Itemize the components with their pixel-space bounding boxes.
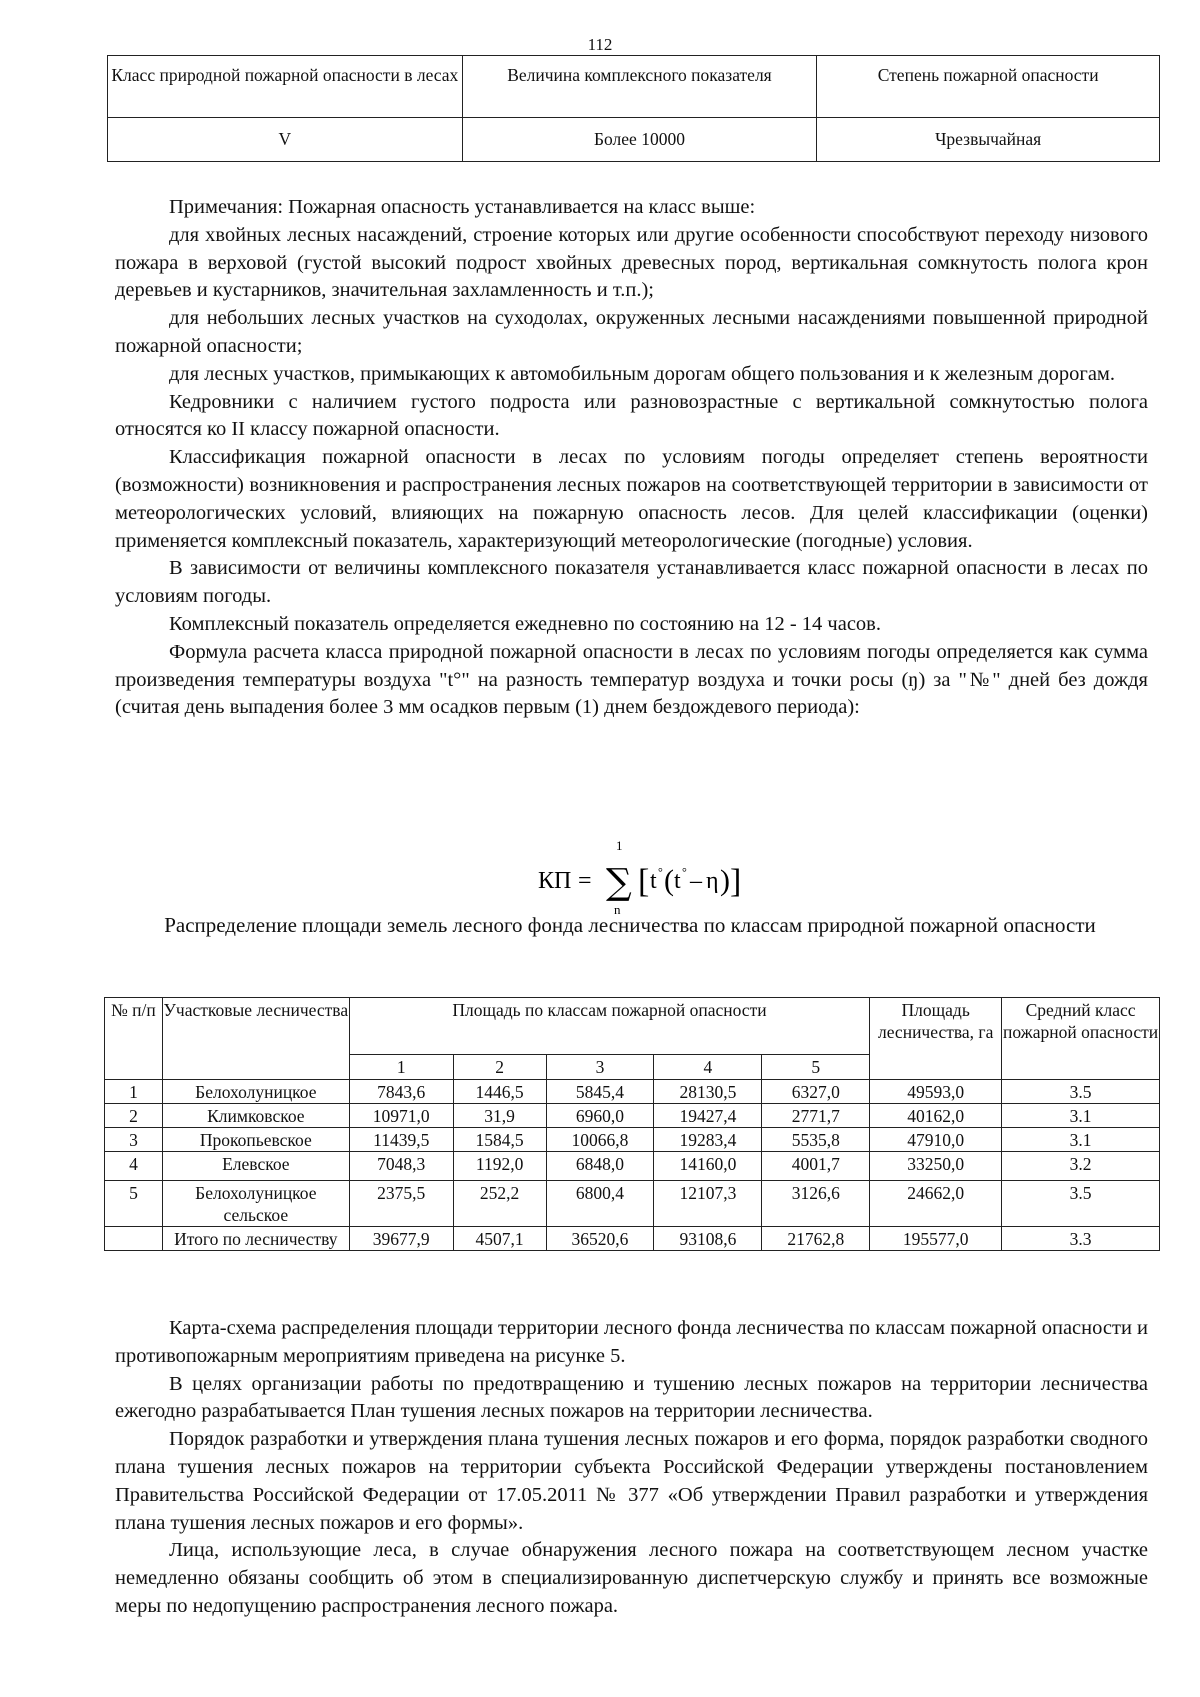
- class-table-header-cell: Степень пожарной опасности: [817, 56, 1160, 118]
- formula-eta: η: [706, 868, 719, 894]
- cell-class: 6848,0: [546, 1152, 654, 1181]
- paragraph: Карта-схема распределения площади территории лесного фонда лесничества по классам пожарной опасности и противопожарным мероприятиям приведена на рисунке 5.: [115, 1317, 1149, 1367]
- cell-num: 3: [105, 1128, 163, 1152]
- cell-class: 31,9: [453, 1104, 546, 1128]
- table-row: [105, 1080, 1160, 1104]
- cell-class: 19427,4: [654, 1104, 762, 1128]
- cell-class: 7048,3: [349, 1152, 453, 1181]
- cell-class: 14160,0: [654, 1152, 762, 1181]
- formula-lhs: КП: [538, 868, 572, 894]
- formula-degree-2: °: [682, 865, 687, 879]
- cell-name: Итого по лесничеству: [162, 1227, 349, 1251]
- cell-avg: 3.1: [1002, 1104, 1160, 1128]
- cell-class: 11439,5: [349, 1128, 453, 1152]
- formula-bracket-close: ]: [730, 863, 742, 900]
- cell-class: 252,2: [453, 1181, 546, 1227]
- forestry-table-header: [105, 998, 1160, 1055]
- class-table-header-cell: Величина комплексного показателя: [462, 56, 817, 118]
- cell-class: 5535,8: [762, 1128, 870, 1152]
- cell-class: 1446,5: [453, 1080, 546, 1104]
- cell-class: 2771,7: [762, 1104, 870, 1128]
- formula-sum-sign: ∑: [606, 862, 632, 903]
- paragraph: В зависимости от величины комплексного показателя устанавливается класс пожарной опасности в лесах по условиям погоды.: [115, 557, 1148, 608]
- cell-num: 5: [105, 1181, 163, 1227]
- paragraph: Формула расчета класса природной пожарной опасности в лесах по условиям погоды определяется как сумма произведения температуры воздуха "t°" на разность температур воздуха и точки росы (ŋ) за "№" дней без дождя (считая день выпадения более 3 мм осадков первым (1) днем бездождевого периода):: [115, 640, 1148, 719]
- cell-class: 39677,9: [349, 1227, 453, 1251]
- cell-area: 49593,0: [870, 1080, 1002, 1104]
- cell-class: 6800,4: [546, 1181, 654, 1227]
- paragraph: для лесных участков, примыкающих к автомобильным дорогам общего пользования и к железным дорогам.: [169, 362, 1116, 385]
- header-class: 2: [453, 1055, 546, 1080]
- cell-class: 28130,5: [654, 1080, 762, 1104]
- cell-class: 6960,0: [546, 1104, 654, 1128]
- cell-class: 6327,0: [762, 1080, 870, 1104]
- table-row: [105, 1152, 1160, 1181]
- paragraph: для хвойных лесных насаждений, строение которых или другие особенности способствуют переходу низового пожара в верховой (густой высокий подрост хвойных древесных пород, вертикальная сомкнутость полога крон деревьев и кустарников, значительная захламленность и т.п.);: [115, 223, 1148, 302]
- cell-class: 4507,1: [453, 1227, 546, 1251]
- cell-class: 19283,4: [654, 1128, 762, 1152]
- paragraph: Примечания: Пожарная опасность устанавливается на класс выше:: [169, 196, 756, 218]
- notes-text-block: [115, 194, 1148, 722]
- formula-upper-limit: 1: [616, 838, 623, 853]
- table-caption: Распределение площади земель лесного фонда лесничества по классам природной пожарной опасности: [164, 913, 1096, 937]
- formula-bracket-open: [: [638, 863, 650, 900]
- paragraph: Порядок разработки и утверждения плана тушения лесных пожаров и его форма, порядок разработки сводного плана тушения лесных пожаров на территории субъекта Российской Федерации утверждены постановлением Правительства Российской Федерации от 17.05.2011 № 377 «Об утверждении Правил разработки и утверждения плана тушения лесных пожаров и его формы».: [115, 1428, 1148, 1534]
- cell-class: 12107,3: [654, 1181, 762, 1227]
- cell-class: 2375,5: [349, 1181, 453, 1227]
- paragraph: В целях организации работы по предотвращению и тушению лесных пожаров на территории лесничества ежегодно разрабатывается План тушения лесных пожаров на территории лесничества.: [115, 1372, 1148, 1423]
- paragraph: Кедровники с наличием густого подроста или разновозрастные с вертикальной сомкнутостью полога относятся ко II классу пожарной опасности.: [115, 390, 1148, 441]
- class-table-cell: V: [108, 118, 463, 162]
- formula-t2: t: [674, 868, 681, 894]
- class-table-row: [108, 118, 1160, 162]
- header-num: № п/п: [105, 998, 163, 1080]
- cell-area: 195577,0: [870, 1227, 1002, 1251]
- header-avg: Средний класс пожарной опасности: [1002, 998, 1160, 1080]
- class-table-cell: Более 10000: [462, 118, 817, 162]
- cell-class: 5845,4: [546, 1080, 654, 1104]
- formula-t1: t: [650, 868, 657, 894]
- cell-avg: 3.5: [1002, 1080, 1160, 1104]
- page-number: 112: [587, 35, 613, 54]
- formula-paren-open: (: [664, 864, 674, 897]
- cell-class: 36520,6: [546, 1227, 654, 1251]
- cell-num: 2: [105, 1104, 163, 1128]
- cell-num: 4: [105, 1152, 163, 1181]
- header-class: 3: [546, 1055, 654, 1080]
- cell-area: 40162,0: [870, 1104, 1002, 1128]
- cell-num: 1: [105, 1080, 163, 1104]
- cell-name: Елевское: [162, 1152, 349, 1181]
- cell-class: 21762,8: [762, 1227, 870, 1251]
- formula-degree-1: °: [658, 865, 663, 879]
- table-row: [105, 1181, 1160, 1227]
- table-total-row: [105, 1227, 1160, 1251]
- cell-class: 1584,5: [453, 1128, 546, 1152]
- class-table: [107, 55, 1160, 162]
- paragraph: Классификация пожарной опасности в лесах по условиям погоды определяет степень вероятности (возможности) возникновения и распространения лесных пожаров на соответствующей территории в зависимости от метеорологических условий, влияющих на пожарную опасность лесов. Для целей классификации (оценки) применяется комплексный показатель, характеризующий метеорологические (погодные) условия.: [115, 446, 1148, 552]
- header-class: 5: [762, 1055, 870, 1080]
- cell-area: 47910,0: [870, 1128, 1002, 1152]
- cell-name: Прокопьевское: [162, 1128, 349, 1152]
- class-table-header-cell: Класс природной пожарной опасности в лесах: [108, 56, 463, 118]
- formula-lower-limit: n: [614, 902, 621, 917]
- cell-class: 1192,0: [453, 1152, 546, 1181]
- cell-name: Белохолуницкое: [162, 1080, 349, 1104]
- cell-avg: 3.3: [1002, 1227, 1160, 1251]
- formula-minus: –: [690, 868, 702, 894]
- forestry-table: [104, 997, 1160, 1251]
- header-area: Площадь лесничества, га: [870, 998, 1002, 1080]
- cell-avg: 3.1: [1002, 1128, 1160, 1152]
- header-class: 1: [349, 1055, 453, 1080]
- paragraph: Лица, использующие леса, в случае обнаружения лесного пожара на соответствующем лесном участке немедленно обязаны сообщить об этом в специализированную диспетчерскую службу и принять все возможные меры по недопущению распространения лесного пожара.: [115, 1539, 1148, 1617]
- paragraph: для небольших лесных участков на суходолах, окруженных лесными насаждениями повышенной природной пожарной опасности;: [115, 307, 1148, 357]
- cell-avg: 3.5: [1002, 1181, 1160, 1227]
- header-classes-group: Площадь по классам пожарной опасности: [349, 998, 869, 1055]
- formula-paren-close: ): [720, 864, 730, 897]
- cell-class: 7843,6: [349, 1080, 453, 1104]
- cell-class: 4001,7: [762, 1152, 870, 1181]
- header-name: Участковые лесничества: [162, 998, 349, 1080]
- cell-name: Белохолуницкое сельское: [162, 1181, 349, 1227]
- cell-class: 10066,8: [546, 1128, 654, 1152]
- class-table-cell: Чрезвычайная: [817, 118, 1160, 162]
- cell-class: 10971,0: [349, 1104, 453, 1128]
- closing-text-block: [115, 1315, 1148, 1621]
- class-table-header: [108, 56, 1160, 118]
- cell-num: [105, 1227, 163, 1251]
- cell-area: 33250,0: [870, 1152, 1002, 1181]
- table-row: [105, 1128, 1160, 1152]
- paragraph: Комплексный показатель определяется ежедневно по состоянию на 12 - 14 часов.: [169, 612, 881, 635]
- cell-area: 24662,0: [870, 1181, 1002, 1227]
- cell-name: Климковское: [162, 1104, 349, 1128]
- header-class: 4: [654, 1055, 762, 1080]
- cell-avg: 3.2: [1002, 1152, 1160, 1181]
- formula-equals: =: [578, 868, 592, 894]
- cell-class: 93108,6: [654, 1227, 762, 1251]
- table-row: [105, 1104, 1160, 1128]
- cell-class: 3126,6: [762, 1181, 870, 1227]
